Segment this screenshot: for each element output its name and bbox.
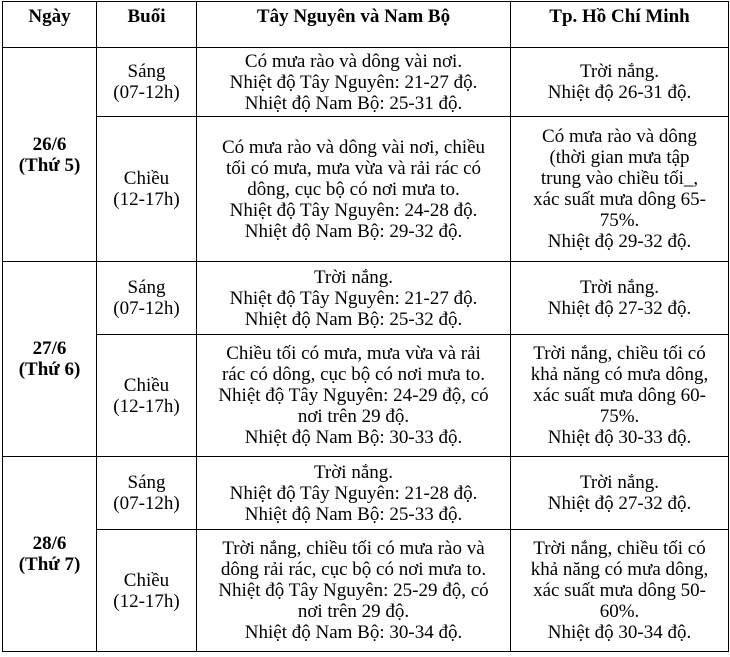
region-line: Nhiệt độ Nam Bộ: 29-32 độ. (244, 220, 463, 242)
region-line: nơi trên 29 độ. (297, 406, 410, 427)
region-line: Có mưa rào và dông vài nơi, chiều (221, 136, 486, 158)
region-line: Trời nắng. (313, 461, 394, 483)
day-weekday: (Thứ 7) (18, 554, 81, 575)
session-name: Sáng (127, 61, 166, 82)
day-weekday: (Thứ 6) (18, 359, 81, 380)
region-line: Nhiệt độ Tây Nguyên: 25-29 độ, có (218, 580, 489, 601)
hcm-line: Có mưa rào và dông (542, 126, 697, 147)
hcm-line: (thời gian mưa tập (549, 147, 690, 168)
session-hours: (07-12h) (113, 298, 180, 319)
region-line: Nhiệt độ Nam Bộ: 25-33 độ. (244, 503, 463, 525)
hcm-line: Nhiệt độ 30-33 độ. (547, 427, 692, 448)
region-forecast (197, 457, 511, 530)
header-hcm: Tp. Hồ Chí Minh (511, 2, 729, 48)
hcm-forecast (511, 457, 729, 530)
region-line: Nhiệt độ Tây Nguyên: 21-27 độ. (229, 287, 478, 309)
region-line: Trời nắng. (313, 266, 394, 288)
region-forecast (197, 530, 511, 652)
forecast-body (3, 48, 729, 652)
header-row (3, 2, 729, 48)
session-hours: (07-12h) (113, 82, 180, 103)
hcm-line: Trời nắng, chiều tối có (533, 538, 706, 559)
region-forecast (197, 48, 511, 117)
hcm-forecast (511, 48, 729, 117)
region-line: Nhiệt độ Nam Bộ: 25-32 độ. (244, 308, 463, 330)
region-forecast (197, 335, 511, 457)
day-cell (3, 262, 97, 457)
session-name: Sáng (127, 277, 166, 298)
hcm-line: Trời nắng. (579, 277, 660, 298)
region-line: dông rải rác, cục bộ có nơi mưa to. (220, 559, 487, 580)
session-hours: (12-17h) (113, 189, 180, 210)
region-line: tối có mưa, mưa vừa và rải rác có (225, 157, 482, 179)
region-line: Nhiệt độ Nam Bộ: 25-31 độ. (244, 92, 463, 114)
table-row (3, 48, 729, 117)
day-date: 26/6 (32, 133, 67, 155)
hcm-forecast (511, 530, 729, 652)
table-row (3, 530, 729, 652)
region-line: Nhiệt độ Tây Nguyên: 24-29 độ, có (218, 385, 489, 406)
hcm-line: Nhiệt độ 29-32 độ. (547, 231, 692, 252)
table-row (3, 117, 729, 262)
session-cell (97, 262, 197, 335)
hcm-line: Nhiệt độ 26-31 độ. (547, 82, 692, 103)
hcm-line: trung vào chiều tối_, (540, 168, 699, 189)
region-forecast (197, 117, 511, 262)
region-line: Có mưa rào và dông vài nơi. (244, 50, 463, 72)
session-cell (97, 335, 197, 457)
hcm-line: xác suất mưa dông 50- (533, 580, 706, 601)
region-line: rác có dông, cục bộ có nơi mưa to. (221, 364, 486, 385)
region-line: Nhiệt độ Nam Bộ: 30-33 độ. (244, 427, 463, 448)
session-name: Chiều (123, 374, 170, 396)
hcm-line: Nhiệt độ 27-32 độ. (547, 493, 692, 514)
day-cell (3, 457, 97, 652)
hcm-line: 75%. (599, 406, 640, 427)
hcm-line: khả năng có mưa dông, (530, 559, 709, 580)
hcm-line: Nhiệt độ 30-34 độ. (547, 622, 692, 643)
hcm-line: Trời nắng. (579, 472, 660, 493)
session-cell (97, 48, 197, 117)
session-name: Chiều (123, 569, 170, 591)
region-line: Trời nắng, chiều tối có mưa rào và (222, 538, 485, 559)
hcm-line: 75%. (599, 210, 640, 231)
header-session: Buổi (97, 2, 197, 48)
session-cell (97, 457, 197, 530)
hcm-line: xác suất mưa dông 65- (533, 189, 706, 210)
hcm-line: khả năng có mưa dông, (530, 364, 709, 385)
region-forecast (197, 262, 511, 335)
hcm-forecast (511, 335, 729, 457)
session-hours: (12-17h) (113, 395, 180, 417)
forecast-table (2, 1, 729, 652)
session-hours: (07-12h) (113, 493, 180, 514)
day-weekday: (Thứ 5) (18, 154, 81, 176)
session-cell (97, 530, 197, 652)
table-row (3, 335, 729, 457)
hcm-line: Nhiệt độ 27-32 độ. (547, 298, 692, 319)
region-line: Nhiệt độ Tây Nguyên: 21-28 độ. (229, 482, 478, 504)
day-date: 27/6 (32, 338, 67, 359)
region-line: Chiều tối có mưa, mưa vừa và rải (226, 343, 481, 364)
table-row (3, 457, 729, 530)
region-line: Nhiệt độ Tây Nguyên: 21-27 độ. (229, 71, 478, 93)
day-cell (3, 48, 97, 262)
session-name: Chiều (123, 168, 170, 189)
session-hours: (12-17h) (113, 590, 180, 612)
hcm-forecast (511, 262, 729, 335)
region-line: Nhiệt độ Nam Bộ: 30-34 độ. (244, 622, 463, 643)
region-line: nơi trên 29 độ. (297, 601, 410, 622)
hcm-line: Trời nắng, chiều tối có (533, 343, 706, 364)
header-region: Tây Nguyên và Nam Bộ (197, 2, 511, 48)
day-date: 28/6 (32, 533, 67, 554)
hcm-line: xác suất mưa dông 60- (533, 385, 706, 406)
session-name: Sáng (127, 472, 166, 493)
hcm-forecast (511, 117, 729, 262)
region-line: Nhiệt độ Tây Nguyên: 24-28 độ. (229, 199, 478, 221)
table-row (3, 262, 729, 335)
region-line: dông, cục bộ có nơi mưa to. (247, 178, 460, 200)
hcm-line: Trời nắng. (579, 61, 660, 82)
session-cell (97, 117, 197, 262)
hcm-line: 60%. (599, 601, 640, 622)
header-day: Ngày (3, 2, 97, 48)
